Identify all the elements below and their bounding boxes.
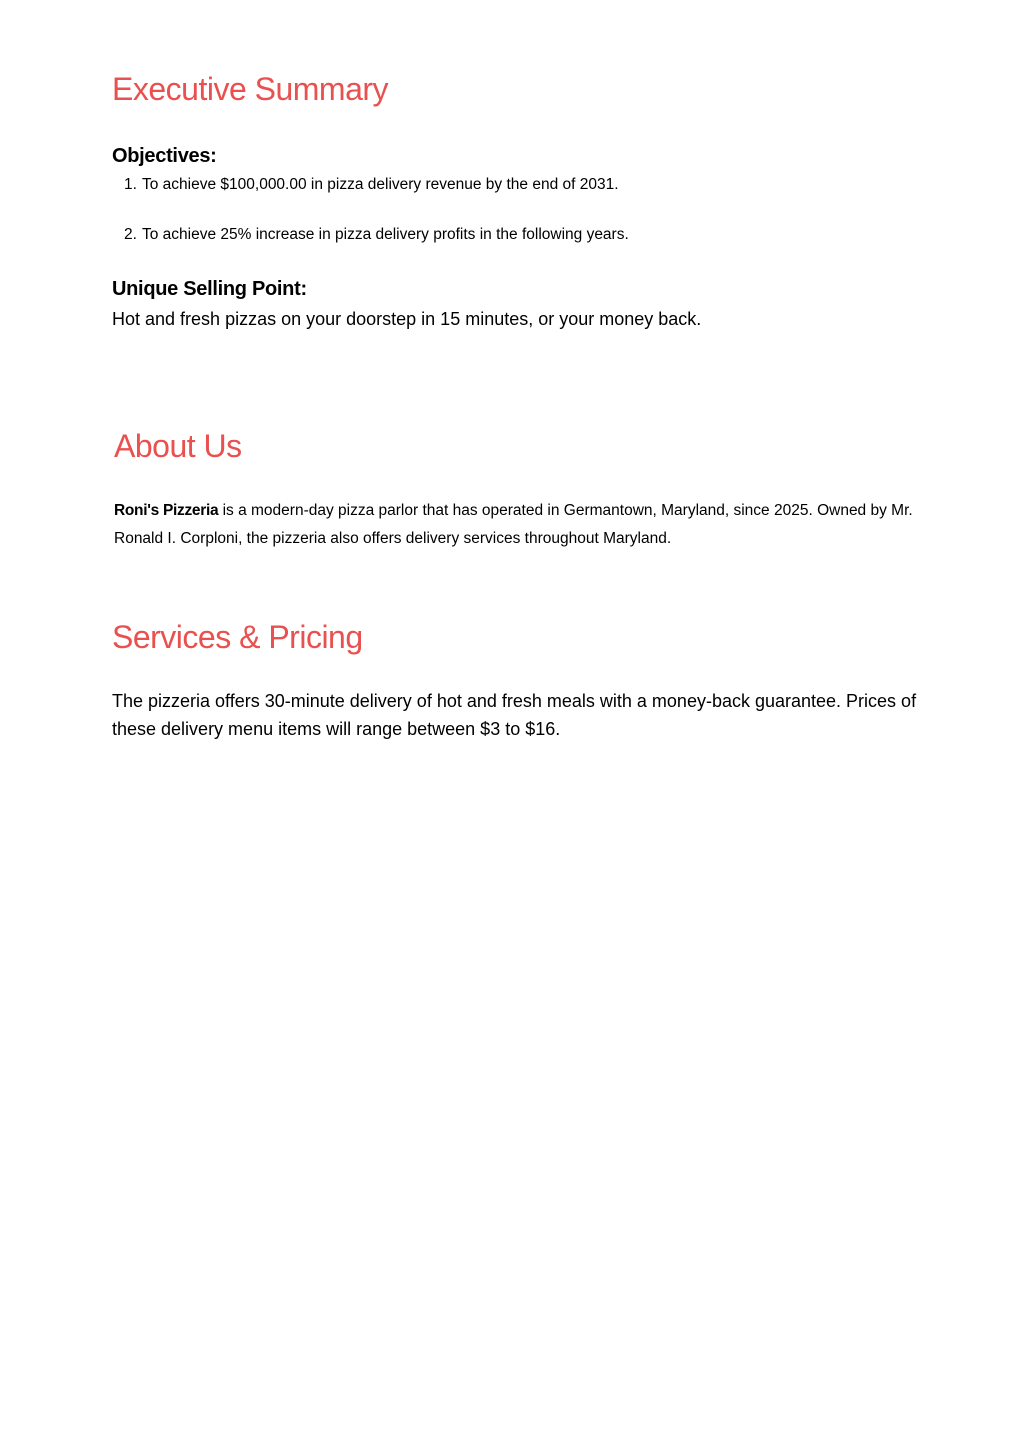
objective-number: 2. bbox=[124, 226, 137, 243]
objective-text: To achieve $100,000.00 in pizza delivery revenue by the end of 2031. bbox=[142, 176, 619, 193]
usp-label: Unique Selling Point: bbox=[112, 278, 307, 300]
usp-text: Hot and fresh pizzas on your doorstep in 15 minutes, or your money back. bbox=[112, 309, 702, 329]
services-pricing-section bbox=[112, 618, 912, 656]
objectives-block bbox=[112, 144, 912, 168]
usp-block bbox=[112, 277, 912, 301]
executive-summary-section bbox=[112, 70, 912, 108]
services-pricing-paragraph: The pizzeria offers 30-minute delivery of hot and fresh meals with a money-back guarantee. Prices of these delivery menu items will range between $3 to $16. bbox=[112, 691, 917, 739]
about-us-section bbox=[114, 427, 914, 465]
objective-text: To achieve 25% increase in pizza delivery profits in the following years. bbox=[142, 226, 629, 243]
services-pricing-body bbox=[112, 687, 922, 743]
objectives-list-wrapper bbox=[112, 174, 912, 246]
objective-number: 1. bbox=[124, 176, 137, 193]
about-us-description: is a modern-day pizza parlor that has operated in Germantown, Maryland, since 2025. Owned by Mr. Ronald I. Corploni, the pizzeria also offers delivery services throughout Maryland. bbox=[114, 502, 913, 547]
usp-text-wrapper bbox=[112, 305, 912, 333]
objective-item-1 bbox=[112, 174, 912, 196]
about-us-paragraph bbox=[114, 497, 914, 553]
about-us-body bbox=[114, 497, 914, 553]
objective-item-2 bbox=[112, 224, 912, 246]
business-name: Roni's Pizzeria bbox=[114, 502, 219, 519]
executive-summary-heading: Executive Summary bbox=[112, 71, 389, 107]
objectives-list bbox=[112, 174, 912, 246]
about-us-heading: About Us bbox=[114, 428, 242, 464]
services-pricing-heading: Services & Pricing bbox=[112, 619, 363, 655]
objectives-label: Objectives: bbox=[112, 145, 217, 167]
